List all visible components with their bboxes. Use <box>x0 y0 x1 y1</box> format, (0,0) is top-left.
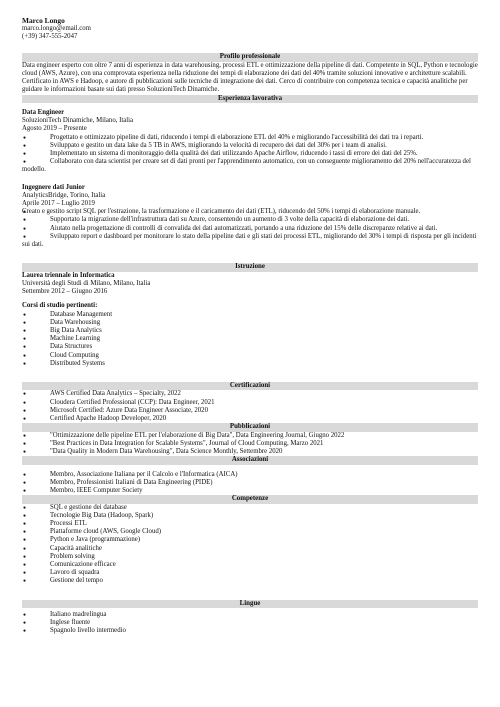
list-item: ● Data Structures <box>22 343 478 351</box>
list-item: ● Membro, Associazione Italiana per il Calcolo e l'Informatica (AICA) <box>22 471 478 479</box>
section-heading-associations: Associazioni <box>22 456 478 464</box>
list-item: ● AWS Certified Data Analytics – Specialty, 2022 <box>22 390 478 398</box>
list-item: ● Aiutato nella progettazione di controlli di convalida dei dati automatizzati, portando a una riduzione del 15% delle discrepanze relative ai dati. <box>22 225 478 233</box>
section-heading-languages: Lingue <box>22 600 478 608</box>
job-bullet-list <box>22 134 478 175</box>
list-item: ● Problem solving <box>22 553 478 561</box>
candidate-name: Marco Longo <box>22 16 65 25</box>
job-entry <box>22 109 478 175</box>
list-item: ● Sviluppato e gestito un data lake da 5 TB in AWS, migliorando la velocità di recupero dei dati del 30% per i team di analisi. <box>22 142 478 150</box>
job-dates: Aprile 2017 – Luglio 2019 <box>22 200 95 208</box>
list-item: ● Big Data Analytics <box>22 327 478 335</box>
section-heading-skills: Competenze <box>22 495 478 503</box>
courses-list <box>22 311 478 368</box>
job-company: AnalyticsBridge, Torino, Italia <box>22 191 106 199</box>
list-item: ● Italiano madrelingua <box>22 611 478 619</box>
list-item: ● Gestione del tempo <box>22 577 478 585</box>
job-title: Ingegnere dati Junior <box>22 183 85 191</box>
profile-summary: Data engineer esperto con oltre 7 anni di esperienza in data warehousing, processi ETL e ottimizzazione della pipeline di dati. Competente in SQL, Python e tecnologie cloud (AWS, Azure), con una comprovata esperienza nella riduzione dei tempi di elaborazione dei dati del 40% tramite soluzioni innovative e architetture scalabili. Certificato in AWS e Hadoop, e autore di pubblicazioni sulle tecniche di integrazione dei dati. Cerco di contribuire con competenza tecnica e capacità analitiche per guidare le informazioni basate sui dati presso SoluzioniTech Dinamiche. <box>22 61 478 94</box>
list-item: ● Implementato un sistema di monitoraggio della qualità dei dati utilizzando Apache Airflow, riducendo i tassi di errore dei dati del 25%. <box>22 150 478 158</box>
list-item: ● Database Management <box>22 311 478 319</box>
list-item: ● Capacità analitiche <box>22 545 478 553</box>
list-item: ● Piattaforme cloud (AWS, Google Cloud) <box>22 528 478 536</box>
list-item: ● Sviluppato report e dashboard per monitorare lo stato della pipeline dati e gli stati dei processi ETL, migliorando del 30% i tempi di risposta per gli incidenti sui dati. <box>22 233 478 249</box>
list-item: ● Lavoro di squadra <box>22 569 478 577</box>
skills-list <box>22 504 478 586</box>
section-heading-experience: Esperienza lavorativa <box>22 95 478 103</box>
list-item: ● Inglese fluente <box>22 619 478 627</box>
languages-list <box>22 611 478 636</box>
list-item: ● "Ottimizzazione delle pipeline ETL per l'elaborazione di Big Data", Data Engineering Journal, Giugno 2022 <box>22 432 478 440</box>
courses-heading: Corsi di studio pertinenti: <box>22 302 98 310</box>
list-item: ● Distributed Systems <box>22 360 478 368</box>
education-dates: Settembre 2012 – Giugno 2016 <box>22 288 108 296</box>
list-item: ● SQL e gestione dei database <box>22 504 478 512</box>
list-item: ● Microsoft Certified: Azure Data Engineer Associate, 2020 <box>22 407 478 415</box>
list-item: ● Processi ETL <box>22 520 478 528</box>
list-item: ● Tecnologie Big Data (Hadoop, Spark) <box>22 512 478 520</box>
list-item: ● Creato e gestito script SQL per l'estrazione, la trasformazione e il caricamento dei dati (ETL), riducendo del 50% i tempi di elaborazione manuale. <box>22 208 478 216</box>
publications-list <box>22 432 478 457</box>
list-item: ● "Data Quality in Modern Data Warehousing", Data Science Monthly, Settembre 2020 <box>22 448 478 456</box>
section-heading-profile: Profilo professionale <box>22 53 478 61</box>
list-item: ● Certified Apache Hadoop Developer, 2020 <box>22 415 478 423</box>
list-item: ● Progettato e ottimizzato pipeline di dati, riducendo i tempi di elaborazione ETL del 40% e migliorando l'accessibilità dei dati tra i reparti. <box>22 134 478 142</box>
job-title: Data Engineer <box>22 109 65 117</box>
certifications-list <box>22 390 478 423</box>
list-item: ● Collaborato con data scientist per creare set di dati pronti per l'apprendimento automatico, con un conseguente miglioramento del 20% nell'accuratezza del modello. <box>22 158 478 174</box>
list-item: ● Membro, IEEE Computer Society <box>22 487 478 495</box>
school-name: Università degli Studi di Milano, Milano, Italia <box>22 279 151 287</box>
job-entry <box>22 184 478 250</box>
candidate-email: marco.longo@email.com <box>22 25 91 32</box>
contact-header <box>22 16 478 41</box>
associations-list <box>22 471 478 496</box>
list-item: ● Machine Learning <box>22 335 478 343</box>
list-item: ● "Best Practices in Data Integration for Scalable Systems", Journal of Cloud Computing, Marzo 2021 <box>22 440 478 448</box>
degree-title: Laurea triennale in Informatica <box>22 271 115 279</box>
list-item: ● Comunicazione efficace <box>22 561 478 569</box>
section-heading-education: Istruzione <box>22 263 478 271</box>
list-item: ● Supportato la migrazione dell'infrastruttura dati su Azure, consentendo un aumento di 3 volte della capacità di elaborazione dei dati. <box>22 216 478 224</box>
list-item: ● Spagnolo livello intermedio <box>22 627 478 635</box>
list-item: ● Python e Java (programmazione) <box>22 536 478 544</box>
list-item: ● Membro, Professionisti Italiani di Data Engineering (PIDE) <box>22 479 478 487</box>
list-item: ● Data Warehousing <box>22 319 478 327</box>
section-heading-publications: Pubblicazioni <box>22 423 478 431</box>
job-bullet-list <box>22 208 478 249</box>
job-dates: Agosto 2019 – Presente <box>22 125 87 133</box>
list-item: ● Cloud Computing <box>22 352 478 360</box>
job-company: SoluzioniTech Dinamiche, Milano, Italia <box>22 117 134 125</box>
candidate-phone: (+39) 347-555-2047 <box>22 33 78 41</box>
list-item: ● Cloudera Certified Professional (CCP): Data Engineer, 2021 <box>22 399 478 407</box>
section-heading-certifications: Certificazioni <box>22 382 478 390</box>
